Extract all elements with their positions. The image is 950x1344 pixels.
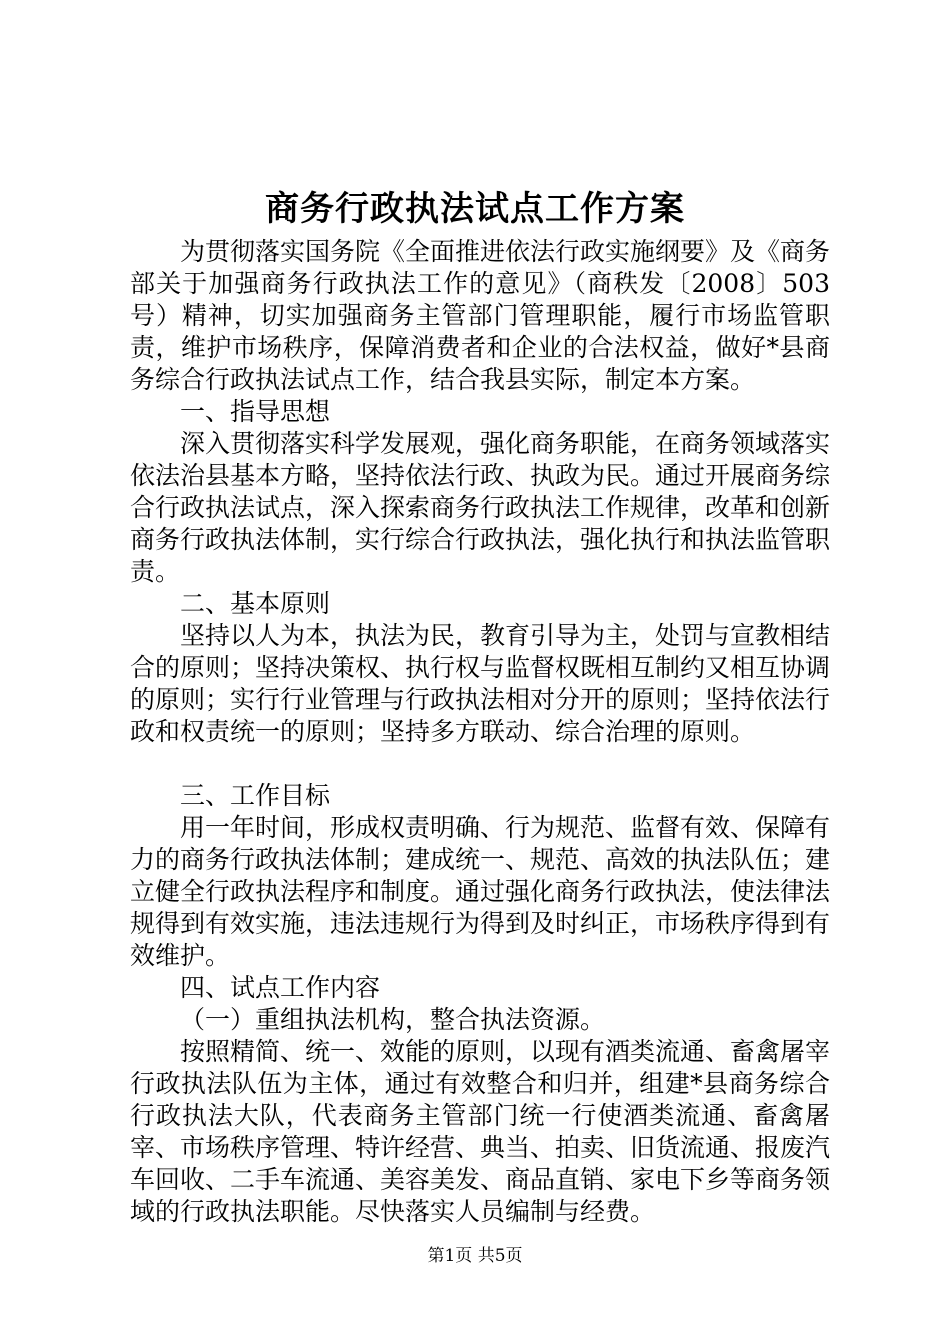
basic-principles-paragraph: 坚持以人为本，执法为民，教育引导为主，处罚与宣教相结合的原则；坚持决策权、执行权与监督权既相互制约又相互协调的原则；实行行业管理与行政执法相对分开的原则；坚持依法行政和权责统一的原则；坚持多方联动、综合治理的原则。 bbox=[130, 621, 831, 746]
page-footer: 第1页 共5页 bbox=[427, 1246, 523, 1266]
guiding-thought-paragraph: 深入贯彻落实科学发展观，强化商务职能，在商务领域落实依法治县基本方略，坚持依法行政、执政为民。通过开展商务综合行政执法试点，深入探索商务行政执法工作规律，改革和创新商务行政执法体制，实行综合行政执法，强化执行和执法监管职责。 bbox=[130, 429, 831, 586]
section-heading-guiding-thought: 一、指导思想 bbox=[180, 397, 331, 426]
work-goals-paragraph: 用一年时间，形成权责明确、行为规范、监督有效、保障有力的商务行政执法体制；建成统一、规范、高效的执法队伍；建立健全行政执法程序和制度。通过强化商务行政执法，使法律法规得到有效实施，违法违规行为得到及时纠正，市场秩序得到有效维护。 bbox=[130, 813, 831, 970]
document-title: 商务行政执法试点工作方案 bbox=[265, 189, 685, 229]
section-heading-basic-principles: 二、基本原则 bbox=[180, 589, 331, 618]
paragraph-spacer bbox=[130, 748, 830, 780]
document-body bbox=[130, 236, 830, 1228]
subsection-heading-reorganize: （一）重组执法机构，整合执法资源。 bbox=[180, 1005, 606, 1034]
section-heading-pilot-content: 四、试点工作内容 bbox=[180, 973, 381, 1002]
section-heading-work-goals: 三、工作目标 bbox=[180, 781, 331, 810]
intro-paragraph: 为贯彻落实国务院《全面推进依法行政实施纲要》及《商务部关于加强商务行政执法工作的意见》（商秩发〔2008〕503号）精神，切实加强商务主管部门管理职能，履行市场监管职责，维护市场秩序，保障消费者和企业的合法权益，做好*县商务综合行政执法试点工作，结合我县实际，制定本方案。 bbox=[130, 237, 831, 394]
reorganize-paragraph: 按照精简、统一、效能的原则，以现有酒类流通、畜禽屠宰行政执法队伍为主体，通过有效整合和归并，组建*县商务综合行政执法大队，代表商务主管部门统一行使酒类流通、畜禽屠宰、市场秩序管理、特许经营、典当、拍卖、旧货流通、报废汽车回收、二手车流通、美容美发、商品直销、家电下乡等商务领域的行政执法职能。尽快落实人员编制与经费。 bbox=[130, 1037, 831, 1226]
